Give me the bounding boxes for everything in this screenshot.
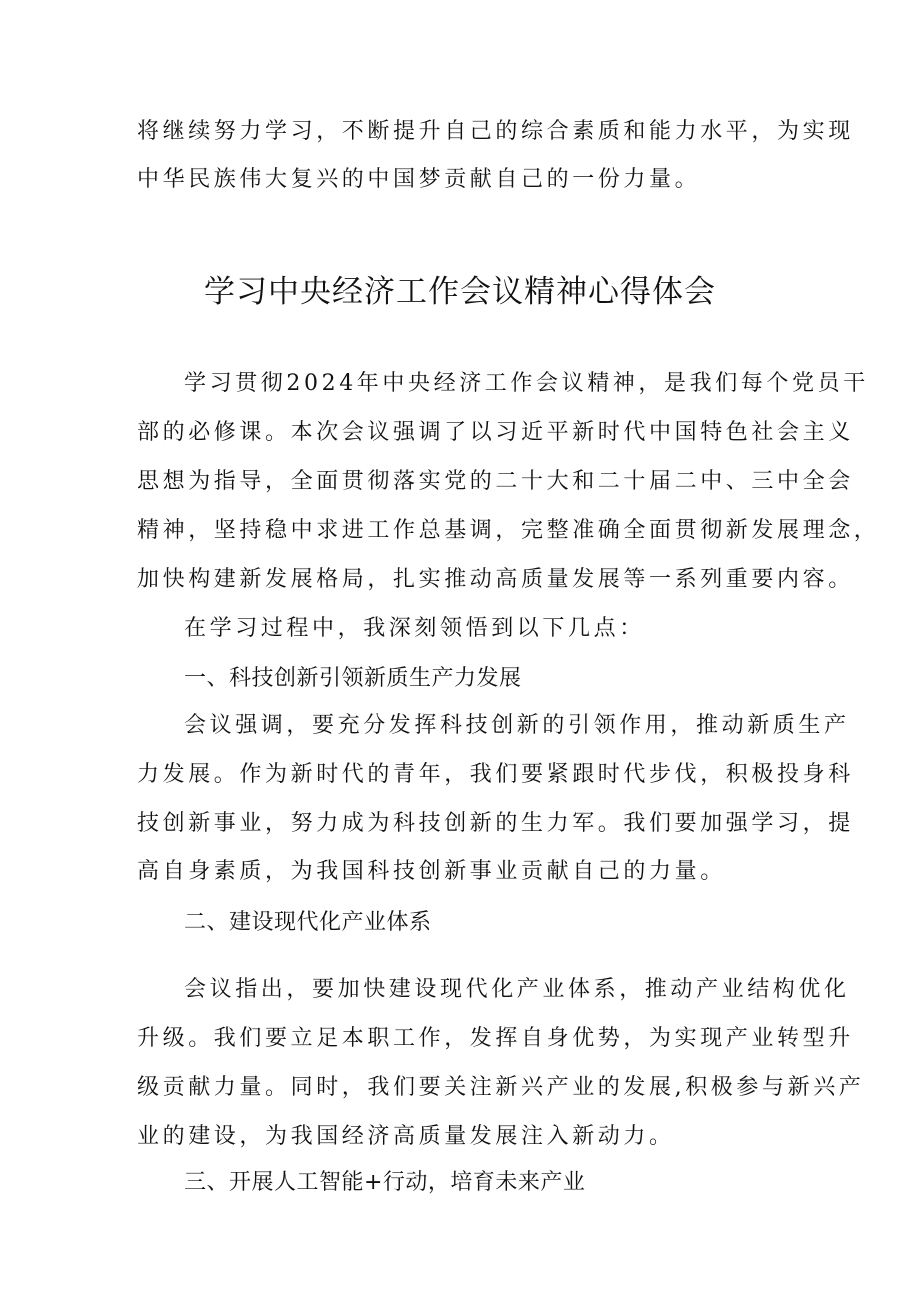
document-title: 学习中央经济工作会议精神心得体会 xyxy=(204,274,716,310)
paragraph2-line-1: 在学习过程中，我深刻领悟到以下几点： xyxy=(184,616,645,641)
section1-line-3: 技创新事业，努力成为科技创新的生力军。我们要加强学习，提 xyxy=(137,811,854,836)
section2-line-4: 业的建设，为我国经济高质量发展注入新动力。 xyxy=(137,1124,675,1149)
paragraph1-line-4: 精神，坚持稳中求进工作总基调，完整准确全面贯彻新发展理念， xyxy=(137,518,880,543)
intro-line-2: 中华民族伟大复兴的中国梦贡献自己的一份力量。 xyxy=(137,167,701,192)
section1-line-1: 会议强调，要充分发挥科技创新的引领作用，推动新质生产 xyxy=(184,713,850,738)
section2-line-3: 级贡献力量。同时，我们要关注新兴产业的发展,积极参与新兴产 xyxy=(137,1075,865,1100)
paragraph1-line-5: 加快构建新发展格局，扎实推动高质量发展等一系列重要内容。 xyxy=(137,567,854,592)
intro-line-1: 将继续努力学习，不断提升自己的综合素质和能力水平，为实现 xyxy=(137,119,854,144)
paragraph1-line-1: 学习贯彻2024年中央经济工作会议精神，是我们每个党员干 xyxy=(184,371,869,396)
section1-line-4: 高自身素质，为我国科技创新事业贡献自己的力量。 xyxy=(137,859,726,884)
section2-line-1: 会议指出，要加快建设现代化产业体系，推动产业结构优化 xyxy=(184,977,850,1002)
paragraph1-line-3: 思想为指导，全面贯彻落实党的二十大和二十届二中、三中全会 xyxy=(137,469,854,494)
section-heading-2: 二、建设现代化产业体系 xyxy=(184,910,432,935)
section1-line-2: 力发展。作为新时代的青年，我们要紧跟时代步伐，积极投身科 xyxy=(137,762,854,787)
section-heading-3: 三、开展人工智能+行动，培育未来产业 xyxy=(184,1170,586,1195)
section2-line-2: 升级。我们要立足本职工作，发挥自身优势，为实现产业转型升 xyxy=(137,1026,854,1051)
section-heading-1: 一、科技创新引领新质生产力发展 xyxy=(184,666,522,691)
paragraph1-line-2: 部的必修课。本次会议强调了以习近平新时代中国特色社会主义 xyxy=(137,420,854,445)
